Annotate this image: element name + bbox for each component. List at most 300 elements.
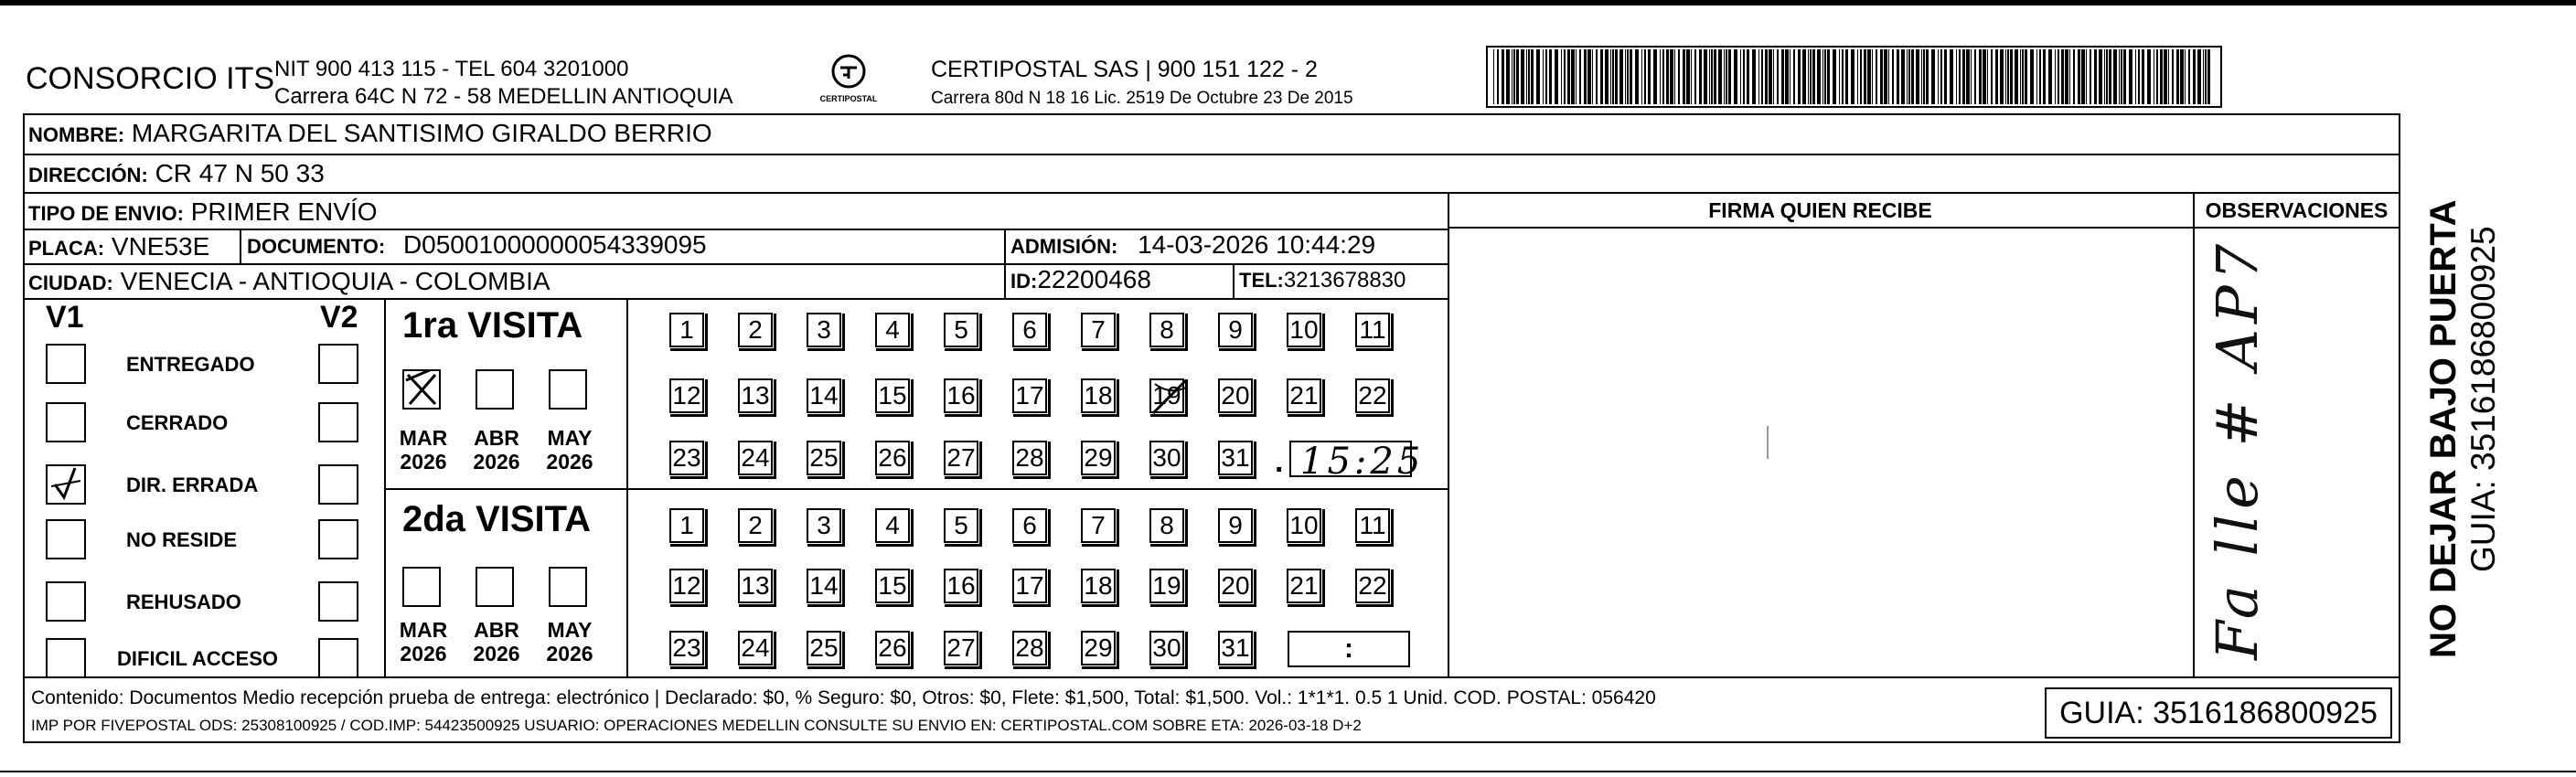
barcode-bar (1761, 49, 1763, 104)
barcode-bar (1880, 49, 1883, 104)
barcode-bar (1926, 49, 1929, 104)
company-name: CONSORCIO ITS (26, 61, 275, 96)
day-box[interactable]: 5 (944, 313, 978, 347)
month-name: MAY (547, 426, 593, 450)
status-v2-checkbox[interactable] (318, 581, 358, 622)
month-name: MAR (399, 618, 448, 642)
barcode-bar (2058, 49, 2059, 104)
barcode-bar (1691, 49, 1692, 104)
visit2-time: : (1344, 633, 1353, 664)
barcode-bar (2113, 49, 2117, 104)
status-label: REHUSADO (126, 591, 241, 613)
barcode-bar (1545, 49, 1547, 104)
month-checkbox[interactable] (549, 369, 587, 410)
barcode-bar (1579, 49, 1581, 104)
tel-divider (1233, 263, 1235, 300)
day-box[interactable]: 14 (807, 378, 841, 413)
visit1-title: 1ra VISITA (402, 305, 583, 346)
barcode-bar (2081, 49, 2085, 104)
day-box[interactable]: 22 (1355, 378, 1390, 413)
day-box[interactable]: 21 (1287, 378, 1321, 413)
barcode-bar (1938, 49, 1939, 104)
day-box[interactable]: 31 (1218, 631, 1253, 665)
barcode-bar (2147, 49, 2151, 104)
row-nombre (25, 115, 2399, 154)
barcode-bar (1714, 49, 1716, 104)
barcode-bar (1694, 49, 1696, 104)
day-box[interactable]: 14 (807, 569, 841, 603)
day-box[interactable]: 23 (669, 631, 704, 665)
status-v1-checkbox[interactable] (46, 581, 86, 622)
barcode-bar (1728, 49, 1731, 104)
barcode-bar (1773, 49, 1774, 104)
day-box[interactable]: 15 (875, 378, 910, 413)
certipostal-logo-icon (830, 53, 867, 90)
barcode-bar (1962, 49, 1965, 104)
observacion-handwriting: Fa lle # AP7 (2204, 238, 2271, 660)
direccion-value: CR 47 N 50 33 (155, 159, 325, 187)
footer-guia-box (2045, 687, 2392, 739)
barcode-bar (1627, 49, 1629, 104)
barcode-bar (1851, 49, 1855, 104)
barcode-bar (1513, 49, 1515, 104)
barcode-bar (1711, 49, 1713, 104)
tel-value: 3213678830 (1283, 268, 1406, 293)
admision (1010, 229, 1375, 262)
day-box[interactable]: 31 (1218, 441, 1253, 475)
ciudad-bottom-line (25, 298, 1448, 300)
barcode-bar (2005, 49, 2006, 104)
visit1-time-box[interactable] (1289, 441, 1425, 483)
barcode-bar (1678, 49, 1680, 104)
status-v2-checkbox[interactable] (318, 402, 358, 442)
barcode-bar (1536, 49, 1540, 104)
observaciones-title: OBSERVACIONES (2205, 198, 2389, 222)
day-box[interactable]: 18 (1081, 569, 1116, 603)
barcode-bar (1549, 49, 1552, 104)
barcode-bar (2094, 49, 2097, 104)
day-box[interactable]: 21 (1287, 569, 1321, 603)
day-box[interactable]: 12 (669, 378, 704, 413)
barcode-bar (1734, 49, 1737, 104)
barcode-bar (2030, 49, 2034, 104)
barcode-bar (2203, 49, 2204, 104)
day-box[interactable]: 10 (1287, 508, 1321, 543)
barcode-bar (1670, 49, 1673, 104)
barcode-bar (1686, 49, 1690, 104)
day-box[interactable]: 28 (1012, 631, 1047, 665)
barcode-bar (1769, 49, 1772, 104)
barcode-bar (1493, 49, 1494, 104)
day-box[interactable]: 13 (738, 378, 773, 413)
day-box[interactable]: 24 (738, 441, 773, 475)
admision-label: ADMISIÓN: (1010, 235, 1118, 258)
barcode-bar (1521, 49, 1524, 104)
month-checkbox[interactable] (476, 369, 514, 410)
barcode-bar (1923, 49, 1925, 104)
nombre-label: NOMBRE: (28, 123, 125, 146)
tel-field (1239, 266, 1406, 295)
status-v1-checkbox[interactable] (46, 519, 86, 559)
barcode-bar (2135, 49, 2136, 104)
barcode-bar (2010, 49, 2013, 104)
barcode-bar (1615, 49, 1618, 104)
barcode-bar (1808, 49, 1809, 104)
barcode-bar (1892, 49, 1894, 104)
side-warning: NO DEJAR BAJO PUERTA (2423, 199, 2464, 658)
barcode-bar (1600, 49, 1603, 104)
footer-contenido: Contenido: Documentos Medio recepción prueba de entrega: electrónico | Declarado: $0, % Seguro: $0, Otros: $0, Flete: $1,500, Total: $1,500. Vol.: 1*1*1. 0.5 1 Unid. COD. POSTAL: 056420 (31, 687, 1656, 708)
barcode-bar (1502, 49, 1504, 104)
placa-value: VNE53E (111, 232, 210, 261)
barcode-bar (1516, 49, 1519, 104)
side-guia: GUIA: 3516186800925 (2464, 226, 2502, 572)
barcode-bar (1555, 49, 1558, 104)
barcode-bar (1827, 49, 1830, 104)
barcode-bar (1802, 49, 1806, 104)
barcode-bar (2048, 49, 2052, 104)
status-v1-checkbox[interactable] (46, 344, 86, 384)
barcode-bar (1648, 49, 1651, 104)
id-field (1010, 264, 1151, 297)
day-box[interactable]: 17 (1012, 378, 1047, 413)
barcode-bar (1971, 49, 1972, 104)
placa-divider (240, 229, 241, 263)
status-label: DIR. ERRADA (126, 474, 259, 496)
footer-guia: GUIA: 3516186800925 (2059, 696, 2378, 730)
month-year: 2026 (546, 642, 593, 665)
barcode-bar (2129, 49, 2132, 104)
admision-value: 14-03-2026 10:44:29 (1138, 230, 1376, 259)
day-box[interactable]: 2 (738, 313, 773, 347)
barcode-bar (1860, 49, 1862, 104)
barcode-bar (1876, 49, 1877, 104)
day-box[interactable]: 27 (944, 441, 978, 475)
day-box[interactable]: 30 (1149, 631, 1184, 665)
barcode-bar (1822, 49, 1823, 104)
day-box[interactable]: 25 (807, 441, 841, 475)
barcode-bar (1526, 49, 1527, 104)
day-box[interactable]: 15 (875, 569, 910, 603)
barcode-bar (1724, 49, 1725, 104)
certipostal-address: Carrera 80d N 18 16 Lic. 2519 De Octubre 23 De 2015 (931, 89, 1353, 108)
status-v1-checkbox[interactable] (46, 402, 86, 442)
day-box[interactable]: 9 (1218, 508, 1253, 543)
day-box[interactable]: 1 (669, 508, 704, 543)
status-v2-checkbox[interactable] (318, 464, 358, 505)
month-year: 2026 (473, 450, 520, 474)
day-box[interactable]: 20 (1218, 569, 1253, 603)
barcode-bar (2119, 49, 2120, 104)
row-direccion (25, 154, 2399, 192)
barcode-bar (1709, 49, 1710, 104)
day-box[interactable]: 16 (944, 569, 978, 603)
day-box[interactable]: 5 (944, 508, 978, 543)
barcode-bar (2156, 49, 2158, 104)
barcode-bar (2039, 49, 2041, 104)
barcode-bar (1506, 49, 1510, 104)
day-box[interactable]: 28 (1012, 441, 1047, 475)
month-year: 2026 (400, 450, 447, 474)
barcode-bar (1592, 49, 1593, 104)
ciudad-value: VENECIA - ANTIOQUIA - COLOMBIA (120, 267, 550, 295)
barcode-bar (2065, 49, 2068, 104)
barcode-bar (1777, 49, 1779, 104)
barcode-bar (1817, 49, 1821, 104)
barcode-bar (1564, 49, 1566, 104)
barcode-bar (1884, 49, 1887, 104)
day-box[interactable]: 26 (875, 441, 910, 475)
barcode-bars (1490, 49, 2218, 104)
barcode-bar (1752, 49, 1756, 104)
barcode-bar (2104, 49, 2105, 104)
barcode-bar (1956, 49, 1957, 104)
day-box[interactable]: 7 (1081, 313, 1116, 347)
month-label (538, 618, 602, 665)
barcode-bar (1660, 49, 1661, 104)
check-mark-icon (48, 466, 84, 503)
divider-firma (1448, 192, 1449, 676)
barcode-bar (1641, 49, 1642, 104)
barcode-bar (1966, 49, 1970, 104)
day-box[interactable]: 7 (1081, 508, 1116, 543)
day-box[interactable]: 24 (738, 631, 773, 665)
barcode-bar (1907, 49, 1908, 104)
visit1-time-sep: . (1275, 444, 1284, 479)
id-value: 22200468 (1037, 265, 1151, 293)
status-divider (384, 298, 386, 676)
barcode-bar (1644, 49, 1646, 104)
barcode-bar (1584, 49, 1587, 104)
visit2-time-box[interactable] (1288, 631, 1410, 667)
day-box[interactable]: 1 (669, 313, 704, 347)
barcode-bar (1950, 49, 1953, 104)
visit-col-divider (626, 298, 628, 676)
barcode-bar (1931, 49, 1935, 104)
day-box[interactable]: 6 (1012, 313, 1047, 347)
barcode-bar (1940, 49, 1942, 104)
month-name: ABR (474, 426, 519, 450)
barcode-bar (1872, 49, 1873, 104)
ciudad-label: CIUDAD: (28, 271, 113, 294)
day-box[interactable]: 2 (738, 508, 773, 543)
day-box[interactable]: 6 (1012, 508, 1047, 543)
logo-text: CERTIPOSTAL (819, 94, 878, 103)
barcode-bar (1842, 49, 1844, 104)
status-v1-checkbox[interactable] (46, 464, 86, 505)
month-checkbox[interactable] (402, 369, 441, 410)
barcode-bar (2123, 49, 2126, 104)
x-mark-icon (404, 371, 441, 408)
barcode-bar (1944, 49, 1947, 104)
barcode-bar (1596, 49, 1598, 104)
barcode-bar (1991, 49, 1993, 104)
barcode-bar (2069, 49, 2070, 104)
barcode-bar (1726, 49, 1727, 104)
barcode-bar (2180, 49, 2184, 104)
barcode-bar (2193, 49, 2196, 104)
barcode-bar (1864, 49, 1866, 104)
columns-header-line (1448, 227, 2399, 229)
nombre-value: MARGARITA DEL SANTISIMO GIRALDO BERRIO (131, 119, 712, 147)
barcode-bar (2160, 49, 2163, 104)
barcode-bar (1699, 49, 1702, 104)
barcode-bar (2020, 49, 2021, 104)
barcode-bar (1916, 49, 1919, 104)
day-box[interactable]: 18 (1081, 378, 1116, 413)
day-box[interactable]: 19 (1149, 569, 1184, 603)
barcode-bar (1630, 49, 1632, 104)
barcode-bar (1901, 49, 1905, 104)
barcode-bar (2109, 49, 2111, 104)
firma-title: FIRMA QUIEN RECIBE (1708, 198, 1932, 222)
barcode-bar (1765, 49, 1768, 104)
barcode-bar (2176, 49, 2179, 104)
nit-line: NIT 900 413 115 - TEL 604 3201000 (274, 57, 629, 81)
day-box[interactable]: 29 (1081, 631, 1116, 665)
barcode-bar (1793, 49, 1795, 104)
barcode-bar (1740, 49, 1741, 104)
status-v2-checkbox[interactable] (318, 638, 358, 678)
barcode-bar (1610, 49, 1611, 104)
month-label (465, 618, 529, 665)
v2-label: V2 (320, 300, 358, 335)
barcode-bar (1959, 49, 1961, 104)
day-box[interactable]: 4 (875, 313, 910, 347)
barcode-bar (2138, 49, 2140, 104)
month-label (391, 426, 455, 474)
barcode-bar (2073, 49, 2075, 104)
day-box[interactable]: 29 (1081, 441, 1116, 475)
barcode-bar (1798, 49, 1801, 104)
day-box[interactable]: 27 (944, 631, 978, 665)
day-box[interactable]: 3 (807, 508, 841, 543)
day-box[interactable]: 16 (944, 378, 978, 413)
day-box[interactable]: 9 (1218, 313, 1253, 347)
barcode-bar (2205, 49, 2207, 104)
day-box[interactable]: 26 (875, 631, 910, 665)
month-checkbox[interactable] (476, 567, 514, 607)
barcode-bar (1995, 49, 1998, 104)
day-box[interactable]: 10 (1287, 313, 1321, 347)
day-box[interactable]: 23 (669, 441, 704, 475)
barcode-bar (1857, 49, 1858, 104)
footer-imp: IMP POR FIVEPOSTAL ODS: 25308100925 / COD.IMP: 54423500925 USUARIO: OPERACIONES MEDELLIN CONSULTE SU ENVIO EN: CERTIPOSTAL.COM SOBRE ETA: 2026-03-18 D+2 (31, 717, 1362, 734)
day-box[interactable]: 11 (1355, 313, 1390, 347)
status-label: NO RESIDE (126, 528, 238, 551)
day-strike-icon (1149, 377, 1190, 417)
day-box[interactable]: 17 (1012, 569, 1047, 603)
visit-mid-line (384, 488, 1448, 490)
barcode-bar (1908, 49, 1910, 104)
barcode-bar (1833, 49, 1836, 104)
status-label: CERRADO (126, 411, 229, 434)
month-name: MAR (399, 426, 448, 450)
day-box[interactable]: 22 (1355, 569, 1390, 603)
day-box[interactable]: 8 (1149, 508, 1184, 543)
barcode-bar (2036, 49, 2037, 104)
month-name: MAY (547, 618, 593, 642)
status-v2-checkbox[interactable] (318, 519, 358, 559)
id-label: ID: (1010, 270, 1038, 293)
tel-label: TEL: (1239, 269, 1284, 292)
barcode-bar (2043, 49, 2046, 104)
barcode-bar (2185, 49, 2186, 104)
barcode-bar (1812, 49, 1815, 104)
day-box[interactable]: 30 (1149, 441, 1184, 475)
month-year: 2026 (473, 642, 520, 665)
barcode-bar (2025, 49, 2027, 104)
day-box[interactable]: 13 (738, 569, 773, 603)
barcode-bar (1747, 49, 1749, 104)
barcode-bar (2188, 49, 2190, 104)
certipostal-line: CERTIPOSTAL SAS | 900 151 122 - 2 (931, 57, 1318, 82)
month-label (538, 426, 602, 474)
barcode-bar (1888, 49, 1889, 104)
barcode-bar (2106, 49, 2108, 104)
barcode-bar (2007, 49, 2009, 104)
barcode-bar (2197, 49, 2201, 104)
month-year: 2026 (546, 450, 593, 474)
day-box[interactable]: 3 (807, 313, 841, 347)
barcode-bar (2078, 49, 2080, 104)
barcode-bar (1619, 49, 1623, 104)
barcode-bar (1974, 49, 1976, 104)
barcode-bar (2022, 49, 2024, 104)
status-label: DIFICIL ACCESO (117, 647, 279, 670)
barcode-bar (1718, 49, 1722, 104)
barcode-bar (1625, 49, 1626, 104)
direccion-label: DIRECCIÓN: (28, 164, 148, 186)
day-box[interactable]: 8 (1149, 313, 1184, 347)
visit2-title: 2da VISITA (402, 499, 591, 539)
day-box[interactable]: 12 (669, 569, 704, 603)
month-checkbox[interactable] (549, 567, 587, 607)
barcode-bar (1605, 49, 1609, 104)
day-box[interactable]: 11 (1355, 508, 1390, 543)
month-checkbox[interactable] (402, 567, 441, 607)
v1-label: V1 (46, 300, 84, 335)
barcode-bar (2061, 49, 2064, 104)
status-v2-checkbox[interactable] (318, 344, 358, 384)
barcode-bar (2000, 49, 2004, 104)
barcode (1486, 46, 2222, 108)
status-v1-checkbox[interactable] (46, 638, 86, 678)
barcode-bar (1662, 49, 1664, 104)
day-box[interactable]: 20 (1218, 378, 1253, 413)
barcode-bar (1704, 49, 1707, 104)
day-box[interactable]: 25 (807, 631, 841, 665)
barcode-bar (1531, 49, 1534, 104)
address-line: Carrera 64C N 72 - 58 MEDELLIN ANTIOQUIA (274, 84, 733, 109)
day-box[interactable]: 4 (875, 508, 910, 543)
barcode-bar (2055, 49, 2056, 104)
day-box[interactable]: 19 (1149, 378, 1184, 413)
barcode-bar (1528, 49, 1530, 104)
barcode-bar (1867, 49, 1871, 104)
documento-value: D05001000000054339095 (402, 230, 707, 259)
barcode-bar (2172, 49, 2174, 104)
barcode-bar (2086, 49, 2087, 104)
firma-mark (1767, 426, 1769, 459)
bottom-rule (0, 771, 2576, 772)
barcode-bar (1543, 49, 1544, 104)
visit1-time: 15:25 (1300, 441, 1425, 483)
barcode-bar (1635, 49, 1639, 104)
barcode-bar (1921, 49, 1922, 104)
tipo-label: TIPO DE ENVIO: (28, 202, 184, 225)
barcode-bar (2015, 49, 2018, 104)
